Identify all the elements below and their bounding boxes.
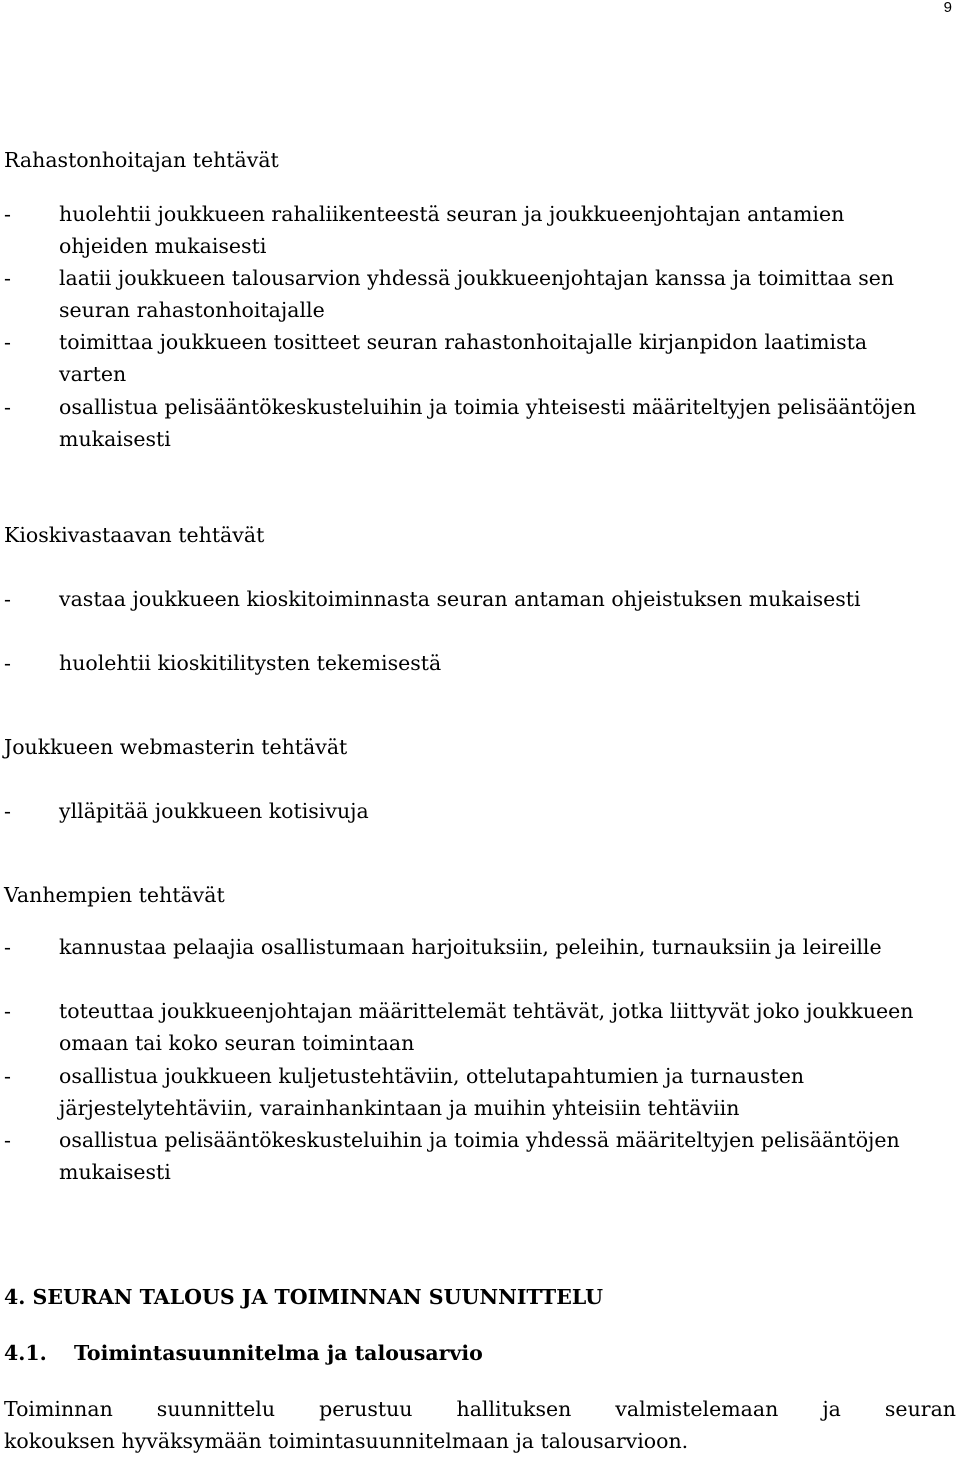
list-item-text: ylläpitää joukkueen kotisivuja [59,799,369,823]
list-item [4,391,934,455]
page-number: 9 [943,0,952,16]
bullet-dash: - [4,330,11,354]
list-item [4,931,934,963]
list-item-text: osallistua joukkueen kuljetustehtäviin, ottelutapahtumien ja turnausten järjestelytehtäviin, varainhankintaan ja muihin yhteisiin tehtäviin [59,1064,805,1120]
chapter-heading [4,1281,603,1313]
body-paragraph [4,1393,956,1457]
list-item-text: kannustaa pelaajia osallistumaan harjoituksiin, peleihin, turnauksiin ja leireille [59,935,882,959]
paragraph-line: Toiminnan suunnittelu perustuu hallituksen valmistelemaan ja seuran [4,1397,956,1421]
list-item-text: huolehtii joukkueen rahaliikenteestä seuran ja joukkueenjohtajan antamien ohjeiden mukaisesti [59,202,845,258]
list-item [4,995,934,1059]
bullet-dash: - [4,999,11,1023]
bullet-dash: - [4,266,11,290]
list-item [4,1060,934,1124]
bullet-dash: - [4,799,11,823]
list-item [4,795,934,827]
list-item [4,647,934,679]
list-item-text: laatii joukkueen talousarvion yhdessä joukkueenjohtajan kanssa ja toimittaa sen seuran rahastonhoitajalle [59,266,895,322]
list-item-text: toimittaa joukkueen tositteet seuran rahastonhoitajalle kirjanpidon laatimista varten [59,330,868,386]
list-item-text: osallistua pelisääntökeskusteluihin ja toimia yhteisesti määriteltyjen pelisääntöjen mukaisesti [59,395,917,451]
bullet-dash: - [4,1128,11,1152]
subchapter-heading [4,1337,483,1369]
section-heading-kioskivastaava: Kioskivastaavan tehtävät [4,523,265,547]
list-item [4,262,934,326]
bullet-dash: - [4,395,11,419]
bullet-dash: - [4,651,11,675]
section-heading-rahastonhoitaja: Rahastonhoitajan tehtävät [4,148,279,172]
list-item-text: osallistua pelisääntökeskusteluihin ja toimia yhdessä määriteltyjen pelisääntöjen mukaisesti [59,1128,900,1184]
subchapter-title: Toimintasuunnitelma ja talousarvio [74,1341,483,1365]
chapter-title: SEURAN TALOUS JA TOIMINNAN SUUNNITTELU [32,1285,603,1309]
list-item-text: huolehtii kioskitilitysten tekemisestä [59,651,442,675]
list-item-text: vastaa joukkueen kioskitoiminnasta seuran antaman ohjeistuksen mukaisesti [59,587,861,611]
list-item-text: toteuttaa joukkueenjohtajan määrittelemät tehtävät, jotka liittyvät joko joukkueen omaan tai koko seuran toimintaan [59,999,914,1055]
paragraph-line: kokouksen hyväksymään toimintasuunnitelmaan ja talousarvioon. [4,1429,689,1453]
bullet-dash: - [4,587,11,611]
section-heading-webmaster: Joukkueen webmasterin tehtävät [4,735,348,759]
section-heading-vanhemmat: Vanhempien tehtävät [4,883,225,907]
list-item [4,198,934,262]
bullet-dash: - [4,935,11,959]
list-item [4,1124,934,1188]
list-item [4,583,934,615]
bullet-dash: - [4,1064,11,1088]
subchapter-number: 4.1. [4,1341,47,1365]
bullet-dash: - [4,202,11,226]
list-item [4,326,934,390]
chapter-number: 4. [4,1285,26,1309]
